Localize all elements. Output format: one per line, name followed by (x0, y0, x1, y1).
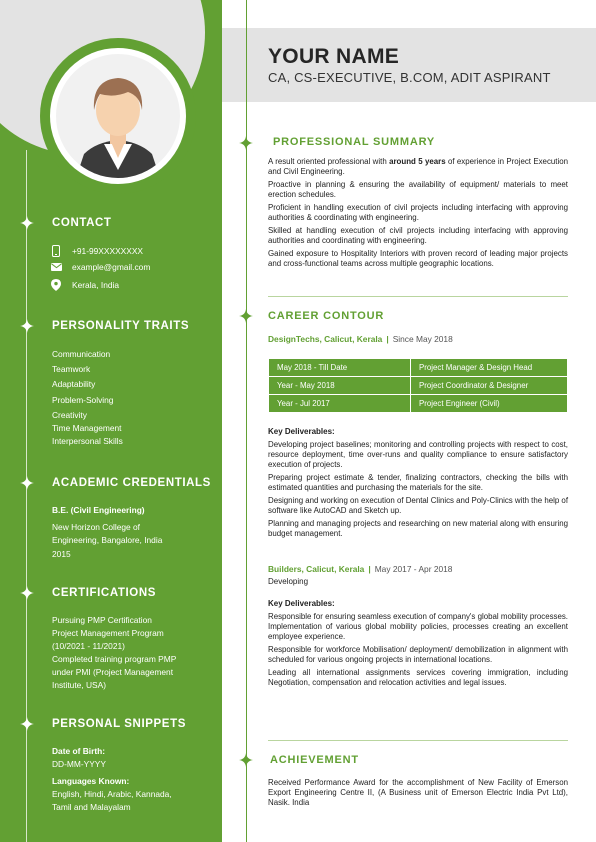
role-title: Project Coordinator & Designer (411, 377, 568, 395)
achievement-text: Received Performance Award for the accomplishment of New Facility of Emerson Export Engineering Centre II, (A Business unit of Emerson Electric India Pvt Ltd), Nasik. India (268, 778, 568, 808)
deliverable-item: Responsible for workforce Mobilisation/ deployment/ demobilization in alignment with scheduled for various ongoing projects in international locations. (268, 645, 568, 665)
deliverables-label: Key Deliverables: (268, 599, 335, 608)
deliverable-item: Designing and working on execution of Dental Clinics and Poly-Clinics with the help of software like AutoCAD and Sketch up. (268, 496, 569, 516)
trait-item: Adaptability (52, 379, 96, 389)
star-marker-icon (239, 309, 253, 323)
college-text: New Horizon College of (52, 522, 140, 532)
phone-icon (50, 245, 62, 257)
languages-value: English, Hindi, Arabic, Kannada, (52, 789, 172, 799)
role-title: Project Manager & Design Head (411, 359, 568, 377)
contact-email (50, 261, 150, 273)
deliverable-item: Preparing project estimate & tender, finalizing contractors, checking the bills with estimated quantities and purchasing the materials for the site. (268, 473, 568, 493)
career-heading: CAREER CONTOUR (268, 310, 385, 322)
email-text[interactable]: example@gmail.com (72, 262, 151, 272)
deliverables-list (268, 440, 568, 542)
deliverable-item: Developing project baselines; monitoring and controlling projects with respect to cost, resource deployment, time over-runs and quality compliance to ensure satisfactory execution of projects. (268, 440, 568, 470)
languages-label: Languages Known: (52, 776, 130, 786)
trait-item: Problem-Solving (52, 395, 114, 405)
sidebar-timeline (26, 150, 27, 842)
table-row (269, 395, 568, 413)
trait-item: Creativity (52, 410, 87, 420)
summary-paragraph: Skilled at handling execution of civil projects including interfacing with approving authorities and coordinating with engineering. (268, 226, 568, 246)
location-text: Kerala, India (72, 280, 120, 290)
candidate-title: CA, CS-EXECUTIVE, B.COM, ADIT ASPIRANT (268, 70, 551, 85)
section-divider (268, 740, 568, 741)
star-marker-icon (20, 586, 34, 600)
avatar (56, 54, 180, 178)
star-marker-icon (20, 319, 34, 333)
trait-item: Teamwork (52, 364, 91, 374)
star-marker-icon (239, 753, 253, 767)
dob-value: DD-MM-YYYY (52, 759, 106, 769)
trait-item: Interpersonal Skills (52, 436, 123, 446)
job-header (268, 334, 453, 344)
star-marker-icon (20, 216, 34, 230)
deliverables-label: Key Deliverables: (268, 427, 335, 436)
languages-value: Tamil and Malayalam (52, 802, 131, 812)
job-tenure: May 2017 - Apr 2018 (374, 564, 453, 574)
contact-heading: CONTACT (52, 217, 112, 229)
star-marker-icon (20, 717, 34, 731)
certification-line: Institute, USA) (52, 680, 106, 690)
candidate-name: YOUR NAME (268, 45, 400, 68)
roles-table (268, 358, 568, 413)
role-period: May 2018 - Till Date (269, 359, 411, 377)
location-pin-icon (50, 279, 62, 291)
academic-heading: ACADEMIC CREDENTIALS (52, 477, 211, 489)
contact-location (50, 279, 119, 291)
certification-line: (10/2021 - 11/2021) (52, 641, 125, 651)
table-row (269, 377, 568, 395)
summary-text: A result oriented professional with (268, 157, 390, 166)
summary-paragraph: Proficient in handling execution of civil projects including interfacing with approving authorities & coordinating with engineering. (268, 203, 568, 223)
college-text: Engineering, Bangalore, India (52, 535, 163, 545)
graduation-year: 2015 (52, 549, 71, 559)
trait-item: Communication (52, 349, 111, 359)
summary-heading: PROFESSIONAL SUMMARY (273, 136, 436, 148)
company-name: DesignTechs, Calicut, Kerala (268, 334, 383, 344)
summary-text: of experience in Project Execution and Civil Engineering. (268, 157, 568, 177)
role-period: Year - Jul 2017 (269, 395, 411, 413)
job-tenure: Since May 2018 (392, 334, 453, 344)
certification-line: Pursuing PMP Certification (52, 615, 152, 625)
deliverables-list (268, 612, 568, 691)
main-timeline (246, 0, 247, 842)
job-role: Developing (268, 577, 309, 586)
dob-label: Date of Birth: (52, 746, 106, 756)
summary-paragraph: Proactive in planning & ensuring the availability of equipment/ materials to meet erection schedules. (268, 180, 568, 200)
certifications-heading: CERTIFICATIONS (52, 587, 157, 599)
role-title: Project Engineer (Civil) (411, 395, 568, 413)
separator: | (368, 564, 371, 574)
star-marker-icon (20, 476, 34, 490)
deliverable-item: Planning and managing projects and researching on new material along with ensuring budget management. (268, 519, 568, 539)
table-row (269, 359, 568, 377)
job-header (268, 564, 452, 574)
star-marker-icon (239, 136, 253, 150)
phone-text[interactable]: +91-99XXXXXXXX (72, 246, 143, 256)
mail-icon (50, 261, 62, 273)
summary-paragraph: Gained exposure to Hospitality Interiors with proven record of leading major projects and cross-functional teams across multiple geographic locations. (268, 249, 568, 269)
company-name: Builders, Calicut, Kerala (268, 564, 365, 574)
separator: | (386, 334, 389, 344)
section-divider (268, 296, 568, 297)
certification-line: Project Management Program (52, 628, 164, 638)
certification-line: Completed training program PMP (52, 654, 177, 664)
summary-body (268, 157, 568, 272)
contact-phone (50, 245, 143, 257)
deliverable-item: Leading all international assignments services covering immigration, including Negotiation, compensation and relocation activities and legal issues. (268, 668, 568, 688)
sidebar (0, 0, 222, 842)
certification-line: under PMI (Project Management (52, 667, 174, 677)
summary-highlight: around 5 years (389, 157, 446, 166)
degree-text: B.E. (Civil Engineering) (52, 505, 145, 515)
traits-heading: PERSONALITY TRAITS (52, 320, 190, 332)
snippets-heading: PERSONAL SNIPPETS (52, 718, 186, 730)
achievement-heading: ACHIEVEMENT (270, 754, 359, 766)
trait-item: Time Management (52, 423, 122, 433)
summary-paragraph (268, 157, 568, 177)
role-period: Year - May 2018 (269, 377, 411, 395)
deliverable-item: Responsible for ensuring seamless execution of company's global mobility processes. Implementation of various global mobility policies, processes creating an excellent employee experience. (268, 612, 568, 642)
avatar-person-icon (56, 54, 180, 178)
